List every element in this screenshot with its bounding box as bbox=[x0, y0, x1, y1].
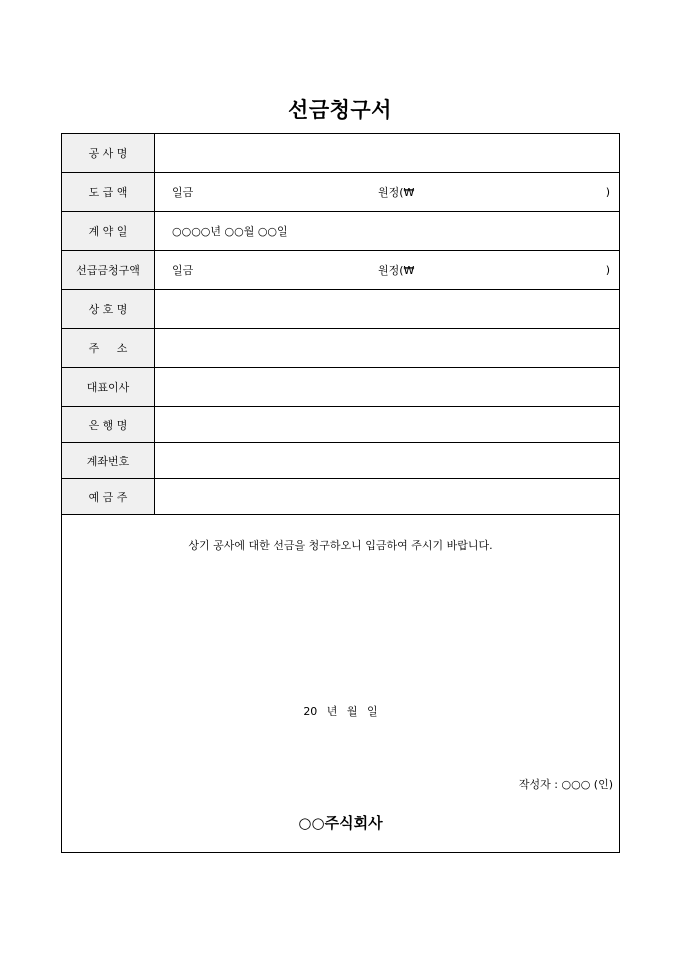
value-contract-amount[interactable] bbox=[155, 173, 620, 212]
label-company-name: 상 호 명 bbox=[62, 290, 155, 329]
label-account: 계좌번호 bbox=[62, 443, 155, 479]
request-statement: 상기 공사에 대한 선금을 청구하오니 입금하여 주시기 바랍니다. bbox=[188, 539, 493, 552]
row-ceo bbox=[62, 368, 620, 407]
contract-amount-won: 원정(₩ bbox=[378, 186, 415, 199]
date-line: 20 년 월 일 bbox=[303, 705, 378, 718]
claim-form-table bbox=[61, 133, 620, 853]
value-contract-date[interactable]: ○○○○년 ○○월 ○○일 bbox=[155, 212, 620, 251]
value-advance-amount[interactable] bbox=[155, 251, 620, 290]
row-company-name bbox=[62, 290, 620, 329]
contract-amount-prefix: 일금 bbox=[172, 186, 194, 199]
row-holder bbox=[62, 479, 620, 515]
row-project-name bbox=[62, 134, 620, 173]
value-company-name[interactable] bbox=[155, 290, 620, 329]
document-title: 선금청구서 bbox=[288, 98, 392, 122]
value-project-name[interactable] bbox=[155, 134, 620, 173]
label-project-name: 공 사 명 bbox=[62, 134, 155, 173]
row-contract-date bbox=[62, 212, 620, 251]
advance-amount-won: 원정(₩ bbox=[378, 264, 415, 277]
label-contract-amount: 도 급 액 bbox=[62, 173, 155, 212]
row-body bbox=[62, 515, 620, 853]
contract-amount-close: ) bbox=[605, 185, 610, 199]
label-bank: 은 행 명 bbox=[62, 407, 155, 443]
company-name-footer: ○○주식회사 bbox=[298, 814, 383, 832]
value-account[interactable] bbox=[155, 443, 620, 479]
label-address: 주 소 bbox=[62, 329, 155, 368]
writer-signature: 작성자 : ○○○ (인) bbox=[518, 778, 613, 791]
value-ceo[interactable] bbox=[155, 368, 620, 407]
label-advance-amount: 선급금청구액 bbox=[62, 251, 155, 290]
label-contract-date: 계 약 일 bbox=[62, 212, 155, 251]
value-holder[interactable] bbox=[155, 479, 620, 515]
label-holder: 예 금 주 bbox=[62, 479, 155, 515]
value-address[interactable] bbox=[155, 329, 620, 368]
row-bank bbox=[62, 407, 620, 443]
label-ceo: 대표이사 bbox=[62, 368, 155, 407]
row-advance-amount bbox=[62, 251, 620, 290]
statement-area bbox=[62, 515, 620, 853]
value-bank[interactable] bbox=[155, 407, 620, 443]
row-contract-amount bbox=[62, 173, 620, 212]
row-address bbox=[62, 329, 620, 368]
advance-amount-close: ) bbox=[605, 263, 610, 277]
advance-amount-prefix: 일금 bbox=[172, 264, 194, 277]
row-account bbox=[62, 443, 620, 479]
